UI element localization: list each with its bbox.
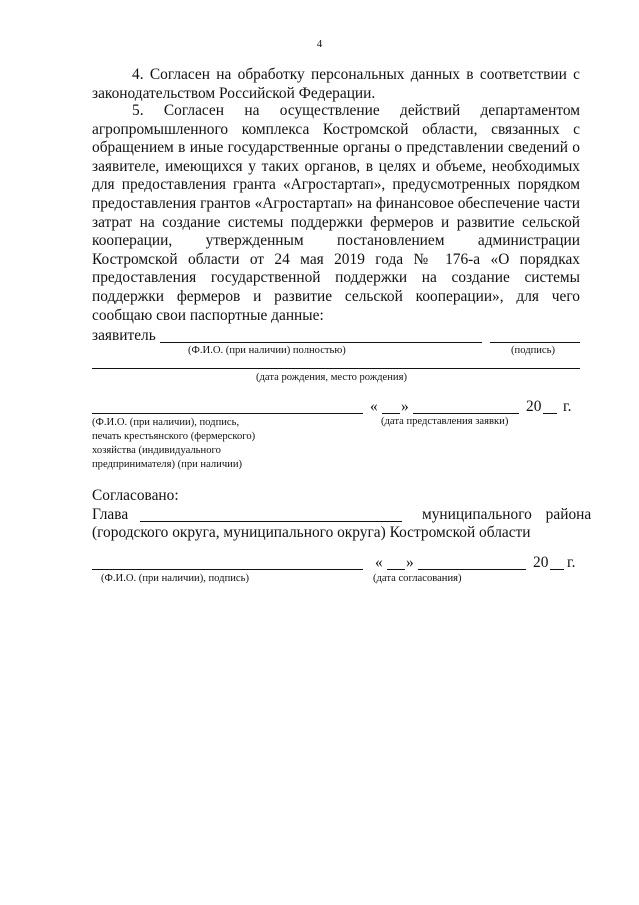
page-number: 4 <box>316 38 323 50</box>
date-day-line[interactable] <box>382 413 400 414</box>
approval-year-line[interactable] <box>550 569 564 570</box>
signature-stamp-line[interactable] <box>92 413 363 414</box>
approval-fio-caption: (Ф.И.О. (при наличии), подпись) <box>101 573 249 584</box>
applicant-fio-caption: (Ф.И.О. (при наличии) полностью) <box>188 345 346 356</box>
date-year-prefix: 20 <box>526 398 542 415</box>
paragraph-consent-actions: 5. Согласен на осуществление действий департаментом агропромышленного комплекса Костромской области, связанных с обращением в иные государственные органы о представлении сведений о заявителе, имеющихся у таких органов, в целях и объеме, необходимых для предоставления гранта «Агростартап», предусмотренных порядком предоставления грантов «Агростартап» на финансовое обеспечение части затрат на создание системы поддержки фермеров и развитие сельской кооперации, утвержденным постановлением администрации Костромской области от 24 мая 2019 года № 176-а «О порядках предоставления государственной поддержки на создание системы поддержки фермеров и развитие сельской кооперации», для чего сообщаю свои паспортные данные: <box>92 102 580 324</box>
approval-month-line[interactable] <box>418 569 526 570</box>
applicant-signature-line[interactable] <box>490 342 580 343</box>
date-submission-caption: (дата представления заявки) <box>381 416 509 427</box>
applicant-fio-line[interactable] <box>160 342 482 343</box>
approval-agreed-label: Согласовано: <box>92 487 179 504</box>
approval-day-line[interactable] <box>387 569 405 570</box>
date-year-line[interactable] <box>543 413 557 414</box>
signature-caption-line-3: хозяйства (индивидуального <box>92 445 221 456</box>
signature-caption-line-1: (Ф.И.О. (при наличии), подпись, <box>92 417 240 428</box>
date-quote-close: » <box>401 398 409 415</box>
paragraph-consent-personal-data: 4. Согласен на обработку персональных данных в соответствии с законодательством Российской Федерации. <box>92 66 580 102</box>
applicant-label: заявитель <box>92 327 156 344</box>
applicant-signature-caption: (подпись) <box>511 345 555 356</box>
approval-year-suffix: г. <box>567 554 576 571</box>
approval-date-caption: (дата согласования) <box>373 573 462 584</box>
approval-signature-line[interactable] <box>92 569 363 570</box>
birth-info-caption: (дата рождения, место рождения) <box>256 372 407 383</box>
approval-quote-open: « <box>375 554 383 571</box>
approval-district-label: (городского округа, муниципального округа) Костромской области <box>92 524 531 541</box>
date-month-line[interactable] <box>413 413 519 414</box>
approval-year-prefix: 20 <box>533 554 549 571</box>
date-quote-open: « <box>370 398 378 415</box>
approval-quote-close: » <box>406 554 414 571</box>
signature-caption-line-4: предпринимателя) (при наличии) <box>92 459 243 470</box>
approval-head-line[interactable] <box>140 521 402 522</box>
date-year-suffix: г. <box>563 398 572 415</box>
approval-head-label: Глава <box>92 506 129 523</box>
signature-caption-line-2: печать крестьянского (фермерского) <box>92 431 256 442</box>
birth-info-line[interactable] <box>92 368 580 369</box>
approval-municipal-label: муниципального района <box>422 506 592 523</box>
